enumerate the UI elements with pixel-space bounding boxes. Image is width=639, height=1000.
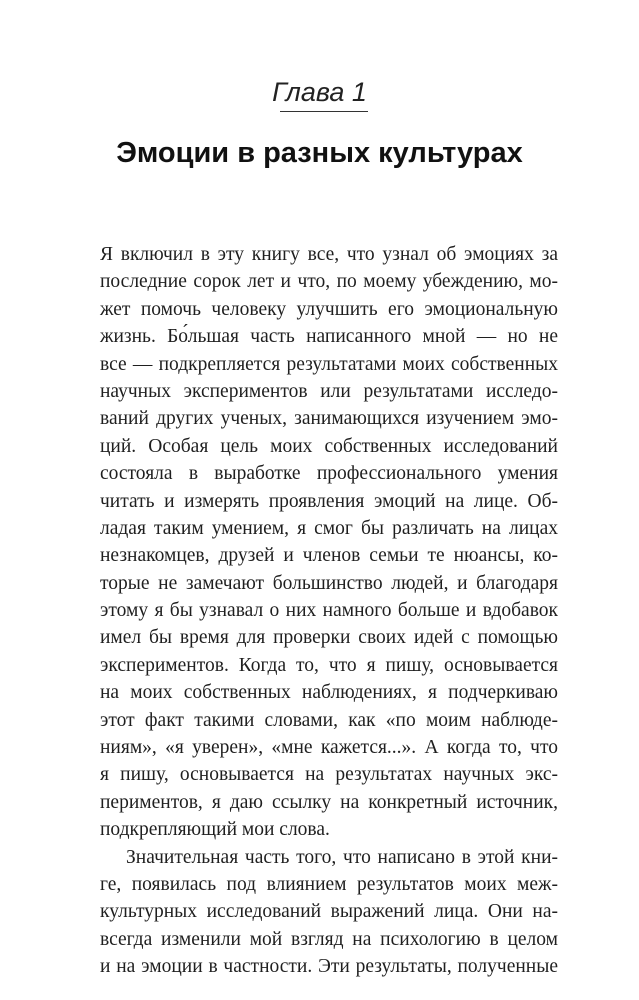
text-line: на моих собственных наблюдениях, я подчеркиваю (100, 682, 558, 704)
text-line: ниям», «я уверен», «мне кажется...». А когда то, что (100, 737, 558, 759)
text-line: этому я бы узнавал о них намного больше и вдобавок (100, 600, 558, 622)
text-line: культурных исследований выражений лица. Они на- (100, 901, 558, 923)
text-line: подкрепляющий мои слова. (100, 819, 330, 841)
text-line: периментов, я даю ссылку на конкретный источник, (100, 791, 558, 813)
text-line: читать и измерять проявления эмоций на лице. Об- (100, 490, 558, 512)
text-line: жет помочь человеку улучшить его эмоциональную (100, 298, 558, 320)
text-line: Значительная часть того, что написано в этой кни- (126, 846, 558, 868)
paragraph-1 (100, 241, 558, 844)
text-line: ваний других ученых, занимающихся изучением эмо- (100, 408, 558, 430)
text-line: и на эмоции в частности. Эти результаты, полученные (100, 956, 558, 978)
text-line: научных экспериментов или результатами исследо- (100, 380, 558, 402)
text-line: все — подкрепляется результатами моих собственных (100, 353, 558, 375)
text-line: всегда изменили мой взгляд на психологию в целом (100, 928, 558, 950)
text-line: я пишу, основывается на результатах научных экс- (100, 764, 558, 786)
text-line: незнакомцев, друзей и членов семьи те нюансы, ко- (100, 545, 558, 567)
paragraph-2 (100, 844, 558, 981)
text-line: имел бы время для проверки своих идей с помощью (100, 627, 558, 649)
text-line: последние сорок лет и что, по моему убеждению, мо- (100, 271, 558, 293)
chapter-label: Глава 1 (272, 77, 367, 107)
text-line: ладая таким умением, я смог бы различать на лицах (100, 517, 558, 539)
text-line: ций. Особая цель моих собственных исследований (100, 435, 558, 457)
chapter-rule (280, 111, 368, 112)
text-line: Я включил в эту книгу все, что узнал об эмоциях за (100, 244, 558, 265)
text-line: этот факт такими словами, как «по моим наблюде- (100, 709, 558, 731)
chapter-title: Эмоции в разных культурах (116, 137, 523, 169)
text-line: жизнь. Бо́льшая часть написанного мной — но не (100, 326, 558, 348)
text-line: экспериментов. Когда то, что я пишу, основывается (100, 654, 558, 676)
body-text (100, 241, 558, 981)
text-line: ге, появилась под влиянием результатов моих меж- (100, 873, 558, 895)
text-line: состояла в выработке профессионального умения (100, 463, 558, 485)
text-line: торые не замечают большинство людей, и благодаря (100, 572, 558, 594)
